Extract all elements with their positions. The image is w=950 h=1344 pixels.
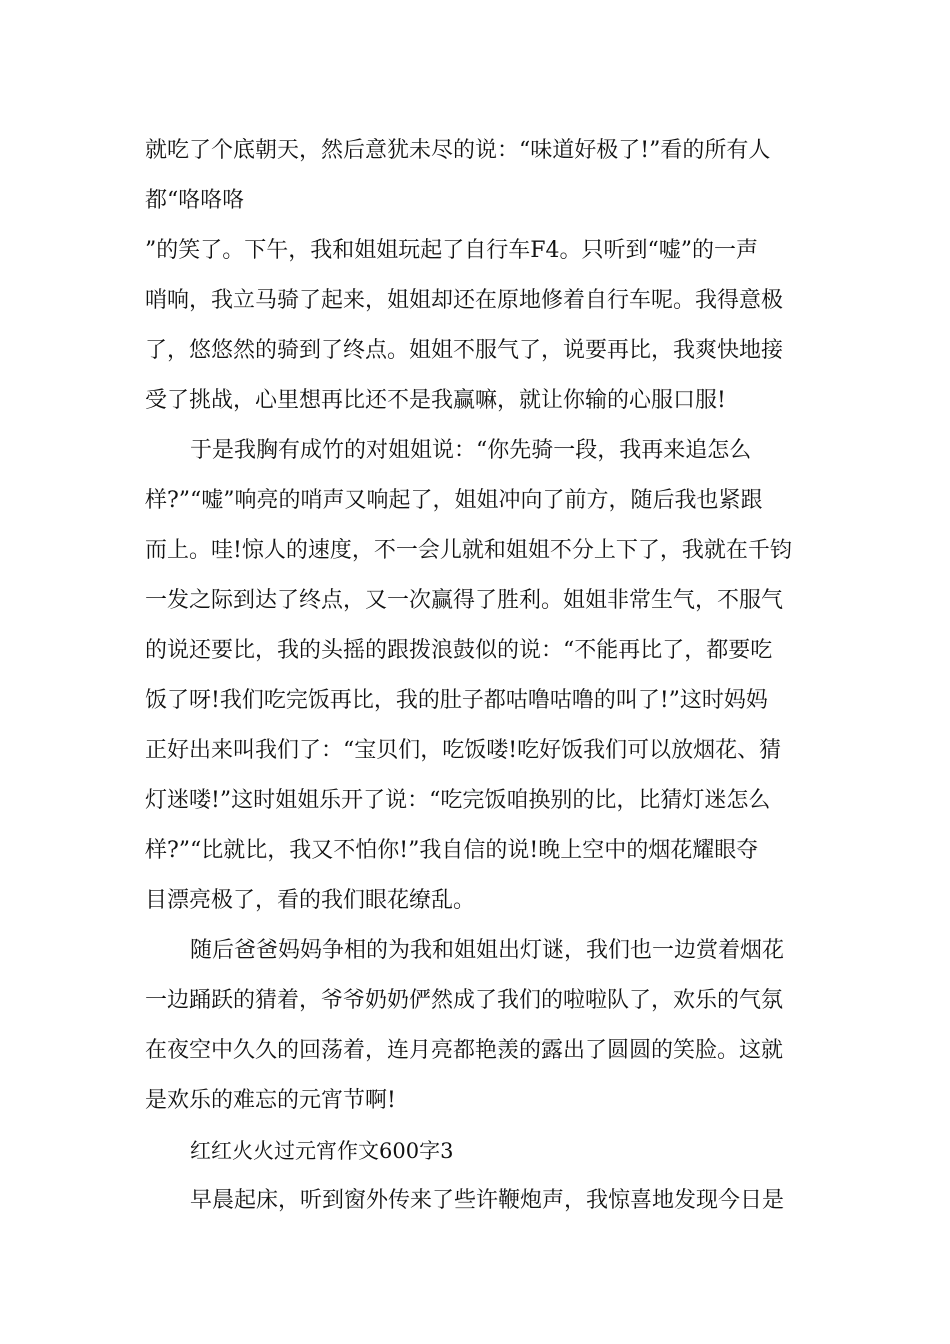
text-line: ”的笑了。下午，我和姐姐玩起了自行车F4。只听到“嘘”的一声: [145, 238, 759, 263]
text-line: 目漂亮极了，看的我们眼花缭乱。: [145, 888, 476, 913]
paragraph-start-line: 于是我胸有成竹的对姐姐说：“你先骑一段，我再来追怎么: [190, 438, 752, 463]
text-line: 受了挑战，心里想再比还不是我赢嘛，就让你输的心服口服!: [145, 388, 726, 413]
text-line: 而上。哇!惊人的速度，不一会儿就和姐姐不分上下了，我就在千钧: [145, 538, 792, 563]
text-line: 样?”“嘘”响亮的哨声又响起了，姐姐冲向了前方，随后我也紧跟: [145, 488, 763, 513]
text-line: 正好出来叫我们了：“宝贝们，吃饭喽!吃好饭我们可以放烟花、猜: [145, 738, 782, 763]
text-line: 就吃了个底朝天，然后意犹未尽的说：“味道好极了!”看的所有人: [145, 138, 771, 163]
text-line: 样?”“比就比，我又不怕你!”我自信的说!晚上空中的烟花耀眼夺: [145, 838, 759, 863]
section-heading: 红红火火过元宵作文600字3: [190, 1139, 454, 1163]
text-line: 灯迷喽!”这时姐姐乐开了说：“吃完饭咱换别的比，比猜灯迷怎么: [145, 788, 771, 813]
paragraph-start-line: 随后爸爸妈妈争相的为我和姐姐出灯谜，我们也一边赏着烟花: [190, 938, 785, 963]
text-line: 饭了呀!我们吃完饭再比，我的肚子都咕噜咕噜的叫了!”这时妈妈: [145, 688, 768, 713]
text-line: 了，悠悠然的骑到了终点。姐姐不服气了，说要再比，我爽快地接: [145, 338, 784, 363]
text-line: 一边踊跃的猜着，爷爷奶奶俨然成了我们的啦啦队了，欢乐的气氛: [145, 988, 784, 1013]
text-line: 都“咯咯咯: [145, 188, 245, 213]
text-line: 在夜空中久久的回荡着，连月亮都艳羡的露出了圆圆的笑脸。这就: [145, 1038, 784, 1063]
text-line: 是欢乐的难忘的元宵节啊!: [145, 1088, 396, 1113]
paragraph-start-line: 早晨起床，听到窗外传来了些许鞭炮声，我惊喜地发现今日是: [190, 1188, 785, 1213]
text-line: 哨响，我立马骑了起来，姐姐却还在原地修着自行车呢。我得意极: [145, 288, 784, 313]
text-line: 一发之际到达了终点，又一次赢得了胜利。姐姐非常生气，不服气: [145, 588, 784, 613]
text-line: 的说还要比，我的头摇的跟拨浪鼓似的说：“不能再比了，都要吃: [145, 638, 773, 663]
